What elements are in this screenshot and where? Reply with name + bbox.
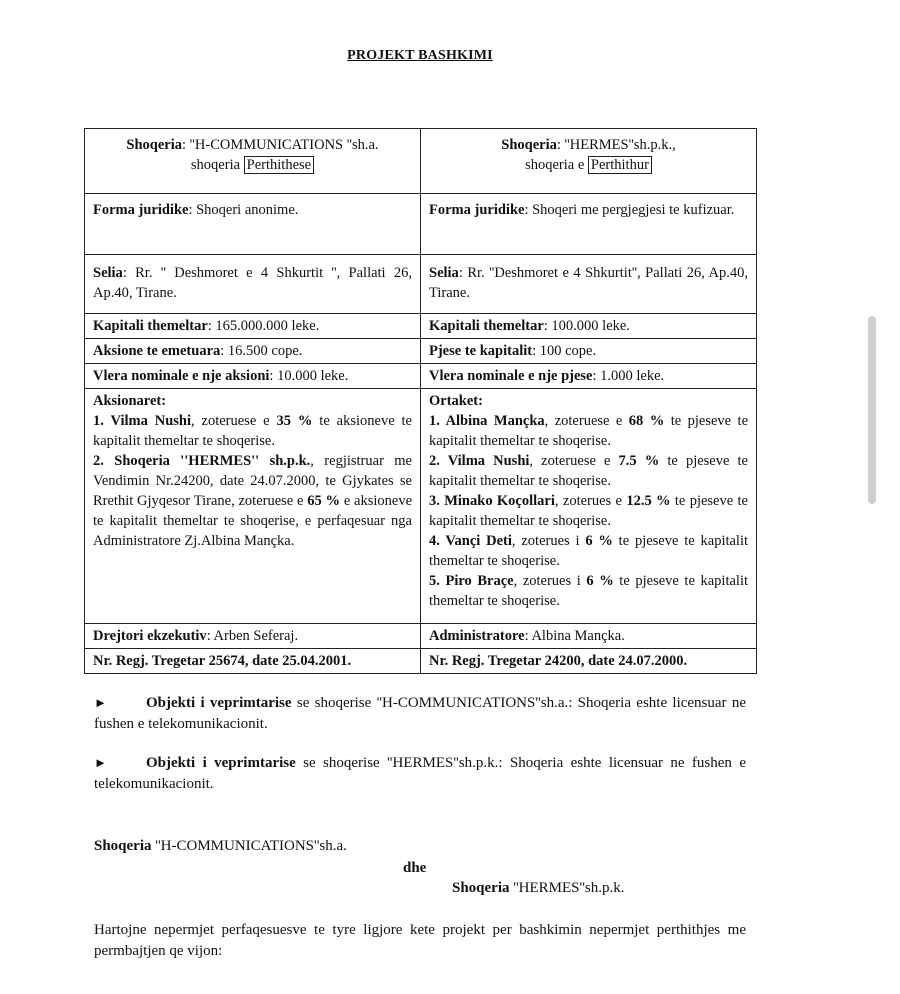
left-selia-cell xyxy=(85,255,421,314)
left-reg-number: 25674, xyxy=(204,653,249,669)
left-director-cell xyxy=(85,624,421,649)
right-selia-value: : Rr. ''Deshmoret e 4 Shkurtit'', Pallati 26, Ap.40, Tirane. xyxy=(429,265,748,301)
right-owner-5-pct: 6 % xyxy=(586,573,614,589)
left-kapitali-cell xyxy=(85,314,421,339)
party-2-label: Shoqeria xyxy=(452,880,510,896)
left-owners-cell: Aksionaret: 1. Vilma Nushi, zoteruese e 35 % te aksioneve te kapitalit themeltar te shoqerise. 2. Shoqeria ''HERMES'' sh.p.k., regjistruar me Vendimin Nr.24200, date 24.07.2000, te Gjykates se Rrethit Gjyqesor Tirane, zoteruese e 65 % e aksioneve te kapitalit themeltar te shoqerise, e perfaqesuar nga Administratore Zj.Albina Mançka. xyxy=(85,389,421,624)
right-forma-cell xyxy=(421,194,757,255)
right-owners-label: Ortaket xyxy=(429,393,479,409)
left-company-cell xyxy=(85,129,421,194)
table-row xyxy=(85,649,757,674)
bullet-1-bold: Objekti i veprimtarise xyxy=(146,695,292,711)
left-aksione-label: Aksione te emetuara xyxy=(93,343,221,359)
left-forma-value: : Shoqeri anonime. xyxy=(188,202,299,218)
left-forma-label: Forma juridike xyxy=(93,202,189,218)
right-owner-2-text: , zoteruese e xyxy=(529,453,619,469)
left-aksione-cell xyxy=(85,339,421,364)
right-forma-label: Forma juridike xyxy=(429,202,525,218)
left-director-label: Drejtori ekzekutiv xyxy=(93,628,207,644)
right-kapitali-cell xyxy=(421,314,757,339)
right-owner-3-text: , zoterues e xyxy=(554,493,627,509)
bullet-paragraph-2 xyxy=(94,752,746,795)
left-reg-cell xyxy=(85,649,421,674)
left-owner-2-pct: 65 % xyxy=(307,493,341,509)
left-reg-label: Nr. Regj. Tregetar xyxy=(93,653,205,669)
party-2-name: ''HERMES''sh.p.k. xyxy=(509,880,625,896)
left-reg-date: date 25.04.2001. xyxy=(248,653,352,669)
table-row xyxy=(85,314,757,339)
right-selia-label: Selia xyxy=(429,265,459,281)
right-role: Perthithur xyxy=(588,156,652,174)
right-kapitali-value: : 100.000 leke. xyxy=(543,318,630,334)
left-selia-value: : Rr. '' Deshmoret e 4 Shkurtit '', Pallati 26, Ap.40, Tirane. xyxy=(93,265,412,301)
bullet-2-text: se shoqerise ''HERMES''sh.p.k.: Shoqeria eshte licensuar ne fushen e telekomunikacionit. xyxy=(94,755,746,792)
left-selia-label: Selia xyxy=(93,265,123,281)
left-company-name: : ''H-COMMUNICATIONS ''sh.a. xyxy=(182,137,379,153)
right-owner-4-text-b: te pjeseve te kapitalit themeltar te shoqerise. xyxy=(429,533,749,569)
right-owner-1-name: 1. Albina Mançka xyxy=(429,413,545,429)
party-1-label: Shoqeria xyxy=(94,838,152,854)
table-row xyxy=(85,129,757,194)
right-admin-value: : Albina Mançka. xyxy=(524,628,625,644)
table-row xyxy=(85,364,757,389)
right-pjese-cell xyxy=(421,339,757,364)
left-owner-1-name: 1. Vilma Nushi xyxy=(93,413,191,429)
dhe-text xyxy=(403,858,483,879)
closing-paragraph: Hartojne nepermjet perfaqesuesve te tyre ligjore kete projekt per bashkimin nepermjet perthithjes me permbajtjen qe vijon: xyxy=(94,922,746,959)
left-owner-1-text: , zoteruese e xyxy=(191,413,277,429)
right-owner-5-text: , zoterues i xyxy=(513,573,587,589)
right-owner-5-text-b: te pjeseve te kapitalit themeltar te shoqerise. xyxy=(429,573,748,609)
right-admin-label: Administratore xyxy=(429,628,525,644)
right-vlera-cell xyxy=(421,364,757,389)
right-kapitali-label: Kapitali themeltar xyxy=(429,318,544,334)
right-owner-1-pct: 68 % xyxy=(628,413,665,429)
right-owner-2-name: 2. Vilma Nushi xyxy=(429,453,530,469)
left-forma-cell xyxy=(85,194,421,255)
table-row xyxy=(85,624,757,649)
right-owner-3-name: 3. Minako Koçollari xyxy=(429,493,555,509)
right-forma-value: : Shoqeri me pergjegjesi te kufizuar. xyxy=(524,202,735,218)
dhe-word: dhe xyxy=(403,860,427,876)
companies-table xyxy=(84,128,757,674)
left-role-prefix: shoqeria xyxy=(190,157,244,173)
page-title: PROJEKT BASHKIMI xyxy=(347,48,493,63)
left-vlera-cell xyxy=(85,364,421,389)
left-kapitali-label: Kapitali themeltar xyxy=(93,318,208,334)
right-owner-3-text-b: te pjeseve te kapitalit themeltar te shoqerise. xyxy=(429,493,748,529)
left-director-value: : Arben Seferaj. xyxy=(206,628,299,644)
right-reg-date: , date 24.07.2000. xyxy=(580,653,688,669)
left-company-label: Shoqeria xyxy=(126,137,183,153)
left-owner-1-text-b: te aksioneve te kapitalit themeltar te shoqerise. xyxy=(93,413,412,449)
right-owner-4-name: 4. Vançi Deti xyxy=(429,533,512,549)
right-owner-1-text-b: te pjeseve te kapitalit themeltar te shoqerise. xyxy=(429,413,749,449)
table-row xyxy=(85,255,757,314)
right-owner-4-pct: 6 % xyxy=(585,533,613,549)
left-vlera-value: : 10.000 leke. xyxy=(269,368,349,384)
arrow-icon: ► xyxy=(94,755,107,770)
right-pjese-value: : 100 cope. xyxy=(532,343,597,359)
right-role-prefix: shoqeria e xyxy=(525,157,588,173)
arrow-icon: ► xyxy=(94,695,107,710)
right-owner-2-text-b: te pjeseve te kapitalit themeltar te shoqerise. xyxy=(429,453,748,489)
bullet-paragraph-1 xyxy=(94,692,746,735)
left-owner-1-pct: 35 % xyxy=(276,413,313,429)
table-row xyxy=(85,194,757,255)
right-reg-label: Nr. Regj. Tregetar xyxy=(429,653,541,669)
right-owners-cell: Ortaket: 1. Albina Mançka, zoteruese e 68 % te pjeseve te kapitalit themeltar te shoqerise. 2. Vilma Nushi, zoteruese e 7.5 % te pjeseve te kapitalit themeltar te shoqerise. 3. Minako Koçollari, zoterues e 12.5 % te pjeseve te kapitalit themeltar te shoqerise. 4. Vançi Deti, zoterues i 6 % te pjeseve te kapitalit themeltar te shoqerise. 5. Piro Braçe, zoterues i 6 % te pjeseve te kapitalit themeltar te shoqerise. xyxy=(421,389,757,624)
right-owner-4-text: , zoterues i xyxy=(511,533,586,549)
table-row xyxy=(85,389,757,624)
right-company-name: : ''HERMES''sh.p.k., xyxy=(556,137,676,153)
right-vlera-label: Vlera nominale e nje pjese xyxy=(429,368,593,384)
right-reg-number: 24200 xyxy=(540,653,581,669)
right-selia-cell xyxy=(421,255,757,314)
left-aksione-value: : 16.500 cope. xyxy=(220,343,303,359)
party-2 xyxy=(452,878,742,899)
table-row xyxy=(85,339,757,364)
bullet-2-bold: Objekti i veprimtarise xyxy=(146,755,296,771)
party-1 xyxy=(94,836,746,857)
right-reg-cell xyxy=(421,649,757,674)
party-1-name: ''H-COMMUNICATIONS''sh.a. xyxy=(151,838,347,854)
right-admin-cell xyxy=(421,624,757,649)
right-owner-5-name: 5. Piro Braçe xyxy=(429,573,514,589)
right-owner-1-text: , zoteruese e xyxy=(544,413,629,429)
right-vlera-value: : 1.000 leke. xyxy=(592,368,665,384)
bullet-1-text: se shoqerise ''H-COMMUNICATIONS''sh.a.: Shoqeria eshte licensuar ne fushen e telekomunikacionit. xyxy=(94,695,746,732)
right-company-label: Shoqeria xyxy=(501,137,557,153)
right-company-cell xyxy=(421,129,757,194)
right-owner-2-pct: 7.5 % xyxy=(618,453,660,469)
left-owner-2-name: 2. Shoqeria ''HERMES'' sh.p.k. xyxy=(93,453,311,469)
left-owner-2-text-b: e aksioneve te kapitalit themeltar te shoqerise, e perfaqesuar nga Administratore Zj.Albina Mançka. xyxy=(93,493,413,549)
right-owner-3-pct: 12.5 % xyxy=(626,493,671,509)
left-owners-label: Aksionaret xyxy=(93,393,162,409)
scrollbar[interactable] xyxy=(868,316,876,504)
left-role: Perthithese xyxy=(244,156,314,174)
left-owner-2-text: , regjistruar me Vendimin Nr.24200, date 24.07.2000, te Gjykates se Rrethit Gjyqesor Tirane, zoteruese e xyxy=(93,453,412,509)
right-pjese-label: Pjese te kapitalit xyxy=(429,343,533,359)
left-kapitali-value: : 165.000.000 leke. xyxy=(207,318,320,334)
left-vlera-label: Vlera nominale e nje aksioni xyxy=(93,368,270,384)
